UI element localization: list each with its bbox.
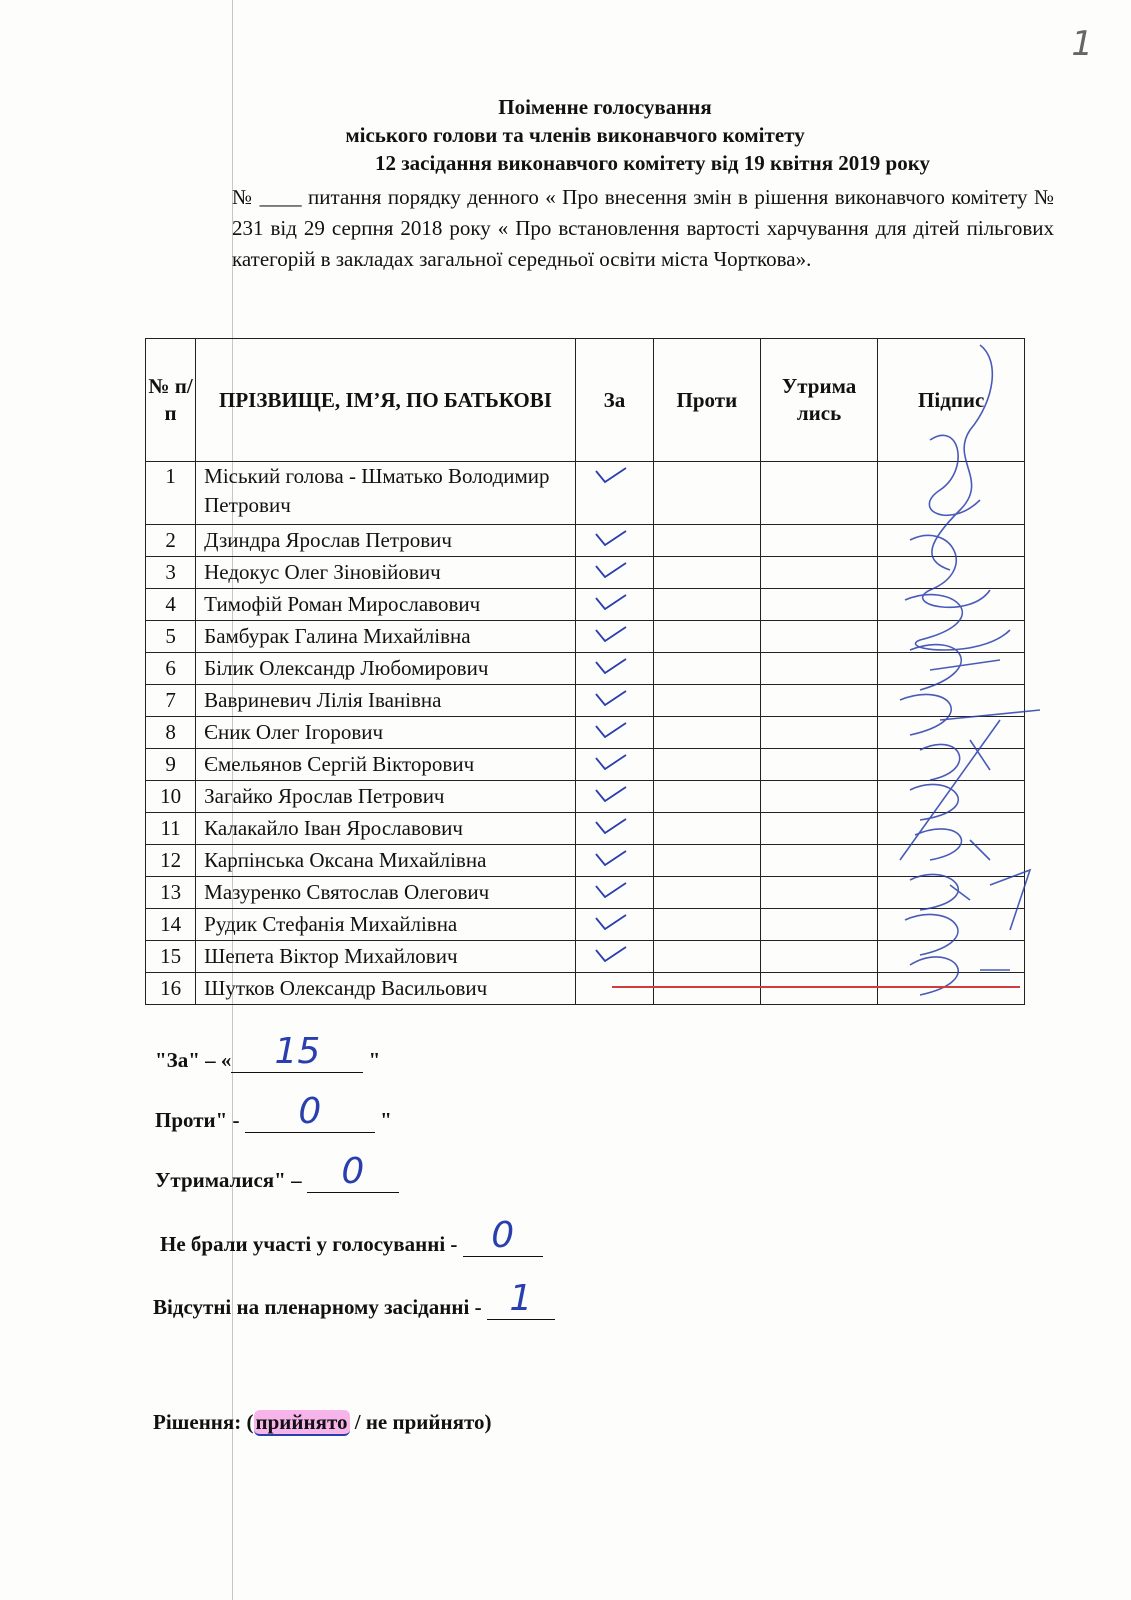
header-name: ПРІЗВИЩЕ, ІМ’Я, ПО БАТЬКОВІ — [196, 339, 576, 462]
row-num: 4 — [146, 589, 196, 621]
row-against — [654, 813, 761, 845]
title-line-2: міського голови та членів виконавчого комітету — [345, 123, 805, 147]
row-for — [575, 813, 653, 845]
header-abstained: Утрима лись — [760, 339, 878, 462]
agenda-item-text: № ____ питання порядку денного « Про внесення змін в рішення виконавчого комітету № 231 від 29 серпня 2018 року « Про встановлення вартості харчування для дітей пільгових категорій в закладах загальної середньої освіти міста Чорткова». — [232, 185, 1054, 271]
row-for — [575, 589, 653, 621]
row-abstained — [760, 941, 878, 973]
summary-absent-value: 1 — [509, 1278, 533, 1319]
row-for — [575, 749, 653, 781]
checkmark-icon — [594, 721, 628, 739]
row-abstained — [760, 973, 878, 1005]
row-against — [654, 462, 761, 525]
row-name: Карпінська Оксана Михайлівна — [196, 845, 576, 877]
row-name: Вавриневич Лілія Іванівна — [196, 685, 576, 717]
checkmark-icon — [594, 689, 628, 707]
row-for — [575, 653, 653, 685]
row-against — [654, 685, 761, 717]
row-name: Дзиндра Ярослав Петрович — [196, 525, 576, 557]
row-num: 11 — [146, 813, 196, 845]
checkmark-icon — [594, 529, 628, 547]
row-for — [575, 685, 653, 717]
title-line-1: Поіменне голосування — [498, 95, 712, 119]
row-against — [654, 877, 761, 909]
row-for — [575, 877, 653, 909]
header-signature: Підпис — [878, 339, 1025, 462]
document-title — [160, 93, 1050, 177]
row-name: Недокус Олег Зіновійович — [196, 557, 576, 589]
header-num: № п/ п — [146, 339, 196, 462]
checkmark-icon — [594, 817, 628, 835]
row-abstained — [760, 813, 878, 845]
summary-abstained — [155, 1151, 399, 1193]
row-for — [575, 845, 653, 877]
row-num: 14 — [146, 909, 196, 941]
row-for — [575, 717, 653, 749]
row-for — [575, 909, 653, 941]
summary-not-voted-value: 0 — [491, 1215, 515, 1256]
checkmark-icon — [594, 785, 628, 803]
summary-absent-blank — [487, 1278, 555, 1320]
row-for — [575, 781, 653, 813]
header-for: За — [575, 339, 653, 462]
row-name: Білик Олександр Любомирович — [196, 653, 576, 685]
row-abstained — [760, 749, 878, 781]
summary-not-voted-label: Не брали участі у голосуванні - — [160, 1232, 463, 1256]
row-abstained — [760, 621, 878, 653]
row-name: Шутков Олександр Васильович — [196, 973, 576, 1005]
checkmark-icon — [594, 657, 628, 675]
summary-abstained-label: Утрималися" – — [155, 1168, 307, 1192]
row-abstained — [760, 589, 878, 621]
row-against — [654, 589, 761, 621]
row-name: Міський голова - Шматько Володимир Петрович — [196, 462, 576, 525]
summary-for-blank — [231, 1031, 363, 1073]
signatures-scribbles — [890, 340, 1050, 1000]
row-num: 13 — [146, 877, 196, 909]
row-against — [654, 909, 761, 941]
row-against — [654, 781, 761, 813]
checkmark-icon — [594, 849, 628, 867]
row-name: Ємельянов Сергій Вікторович — [196, 749, 576, 781]
summary-for-label: "За" – « — [155, 1048, 232, 1072]
summary-against-blank — [245, 1091, 375, 1133]
summary-not-voted — [160, 1215, 543, 1257]
title-line-3: 12 засідання виконавчого комітету від 19 квітня 2019 року — [374, 151, 931, 175]
checkmark-icon — [594, 881, 628, 899]
row-num: 1 — [146, 462, 196, 525]
row-abstained — [760, 781, 878, 813]
decision-accepted-highlight: прийнято — [255, 1410, 348, 1434]
row-16-strike-line — [612, 986, 1020, 988]
row-name: Тимофій Роман Мирославович — [196, 589, 576, 621]
row-name: Рудик Стефанія Михайлівна — [196, 909, 576, 941]
summary-abstained-value: 0 — [341, 1151, 365, 1192]
row-name: Єник Олег Ігорович — [196, 717, 576, 749]
handwritten-page-number: 1 — [1071, 24, 1093, 64]
row-against — [654, 941, 761, 973]
row-num: 15 — [146, 941, 196, 973]
row-num: 9 — [146, 749, 196, 781]
summary-abstained-blank — [307, 1151, 399, 1193]
row-for — [575, 557, 653, 589]
summary-absent-label: Відсутні на пленарному засіданні - — [153, 1295, 487, 1319]
row-num: 2 — [146, 525, 196, 557]
row-for — [575, 462, 653, 525]
row-against — [654, 749, 761, 781]
row-abstained — [760, 653, 878, 685]
checkmark-icon — [594, 561, 628, 579]
row-abstained — [760, 845, 878, 877]
row-abstained — [760, 462, 878, 525]
decision-label: Рішення: ( — [153, 1410, 254, 1434]
row-for — [575, 621, 653, 653]
row-against — [654, 525, 761, 557]
summary-for-value: 15 — [274, 1031, 321, 1072]
summary-for-close: " — [363, 1048, 381, 1072]
summary-against — [155, 1091, 392, 1133]
checkmark-icon — [594, 945, 628, 963]
row-abstained — [760, 717, 878, 749]
summary-not-voted-blank — [463, 1215, 543, 1257]
checkmark-icon — [594, 625, 628, 643]
row-abstained — [760, 685, 878, 717]
decision-rest: / не прийнято) — [349, 1410, 492, 1434]
row-num: 7 — [146, 685, 196, 717]
row-name: Мазуренко Святослав Олегович — [196, 877, 576, 909]
row-against — [654, 621, 761, 653]
row-against — [654, 653, 761, 685]
row-for — [575, 973, 653, 1005]
row-num: 12 — [146, 845, 196, 877]
row-name: Бамбурак Галина Михайлівна — [196, 621, 576, 653]
row-abstained — [760, 525, 878, 557]
summary-for — [155, 1031, 381, 1073]
row-name: Калакайло Іван Ярославович — [196, 813, 576, 845]
row-abstained — [760, 909, 878, 941]
row-abstained — [760, 557, 878, 589]
row-against — [654, 557, 761, 589]
row-name: Шепета Віктор Михайлович — [196, 941, 576, 973]
row-against — [654, 717, 761, 749]
row-num: 5 — [146, 621, 196, 653]
header-against: Проти — [654, 339, 761, 462]
summary-against-label: Проти" - — [155, 1108, 245, 1132]
row-against — [654, 973, 761, 1005]
checkmark-icon — [594, 466, 628, 484]
row-num: 16 — [146, 973, 196, 1005]
checkmark-icon — [594, 593, 628, 611]
checkmark-icon — [594, 753, 628, 771]
decision-line — [153, 1410, 491, 1435]
summary-against-value: 0 — [298, 1091, 322, 1132]
row-num: 3 — [146, 557, 196, 589]
row-for — [575, 525, 653, 557]
row-num: 8 — [146, 717, 196, 749]
row-num: 6 — [146, 653, 196, 685]
summary-absent — [153, 1278, 555, 1320]
summary-against-close: " — [374, 1108, 392, 1132]
row-num: 10 — [146, 781, 196, 813]
row-for — [575, 941, 653, 973]
row-name: Загайко Ярослав Петрович — [196, 781, 576, 813]
row-against — [654, 845, 761, 877]
row-abstained — [760, 877, 878, 909]
checkmark-icon — [594, 913, 628, 931]
